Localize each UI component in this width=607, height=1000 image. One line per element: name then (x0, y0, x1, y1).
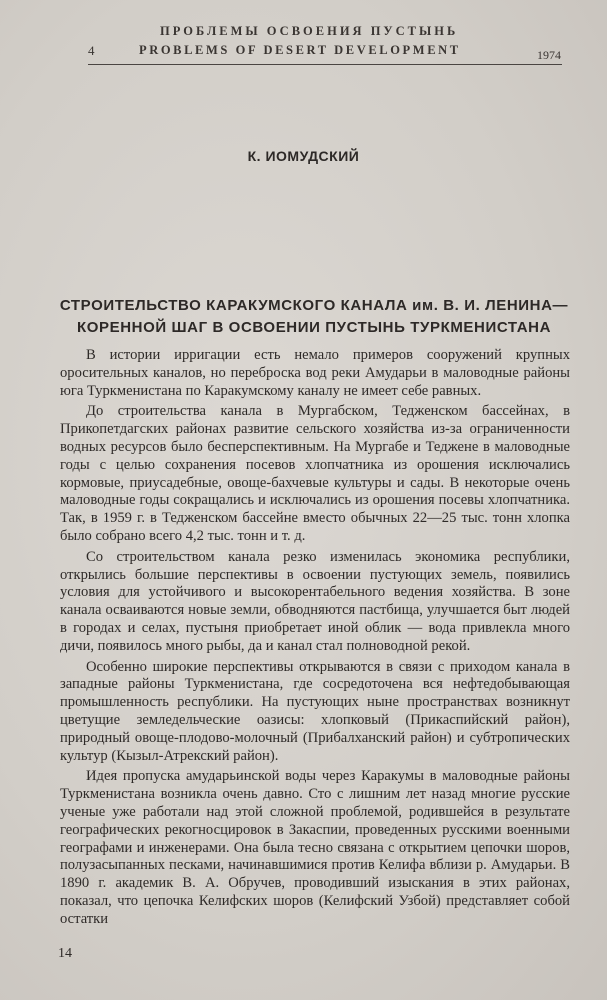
paragraph: Со строительством канала резко изменилась экономика республики, открылись большие перспективы в освоении пустующих земель, появились условия для устойчивого и высокорентабельного ведения хозяйства. В зоне канала осваиваются новые земли, обводняются пастбища, улучшается быт людей в городах и селах, пустыня приобретает иной облик — вода привлекла много дичи, появилось много рыбы, да и канал стал полноводной рекой. (60, 548, 570, 654)
journal-title-english: PROBLEMS OF DESERT DEVELOPMENT (139, 43, 461, 57)
paragraph: В истории ирригации есть немало примеров сооружений крупных оросительных каналов, но переброска вод реки Амударьи в маловодные районы юга Туркменистана по Каракумскому каналу не имеет себе равных. (60, 347, 570, 399)
header-divider (88, 64, 562, 65)
publication-year: 1974 (537, 48, 561, 62)
issue-number: 4 (88, 43, 95, 58)
paragraph: Идея пропуска амударьинской воды через Каракумы в маловодные районы Туркменистана возникла очень давно. Сто с лишним лет назад многие русские ученые уже работали над этой сложной проблемой, родившейся в результате географических рекогносцировок в Закаспии, проведенных русскими военными географами и инженерами. Она была тесно связана с открытием цепочки шоров, полузасыпанных песками, начинавшимися против Келифа вблизи р. Амударьи. В 1890 г. академик В. А. Обручев, проводивший изыскания в этих районах, показал, что цепочка Келифских шоров (Келифский Узбой) представляет собой остатки (60, 768, 570, 927)
paragraph: До строительства канала в Мургабском, Тедженском бассейнах, в Прикопетдагских районах развитие сельского хозяйства из-за ограниченности водных ресурсов было бесперспективным. На Мургабе и Теджене в маловодные годы с целью сохранения посевов хлопчатника из орошения исключались кормовые, приусадебные, овоще-бахчевые культуры и сады. В некоторые очень маловодные годы сокращались и исключались из орошения посевы хлопчатника. Так, в 1959 г. в Тедженском бассейне вместо обычных 22—25 тыс. тонн хлопка было собрано всего 4,2 тыс. тонн и т. д. (60, 403, 570, 544)
article-title: СТРОИТЕЛЬСТВО КАРАКУМСКОГО КАНАЛА им. В. И. ЛЕНИНА— КОРЕННОЙ ШАГ В ОСВОЕНИИ ПУСТЫНЬ ТУРКМЕНИСТАНА (59, 297, 569, 336)
page-number: 14 (58, 946, 72, 961)
paragraph: Особенно широкие перспективы открываются в связи с приходом канала в западные районы Туркменистана, где сосредоточена вся нефтедобывающая промышленность республики. На пустующих ныне пространствах возникнут цветущие земледельческие оазисы: хлопковый (Прикаспийский район), природный овоще-плодово-молочный (Прибалханский район) и субтропических культур (Кызыл-Атрекский район). (60, 658, 570, 764)
article-body (60, 347, 570, 932)
journal-title-russian: ПРОБЛЕМЫ ОСВОЕНИЯ ПУСТЫНЬ (160, 24, 459, 38)
article-author: К. ИОМУДСКИЙ (247, 148, 360, 164)
